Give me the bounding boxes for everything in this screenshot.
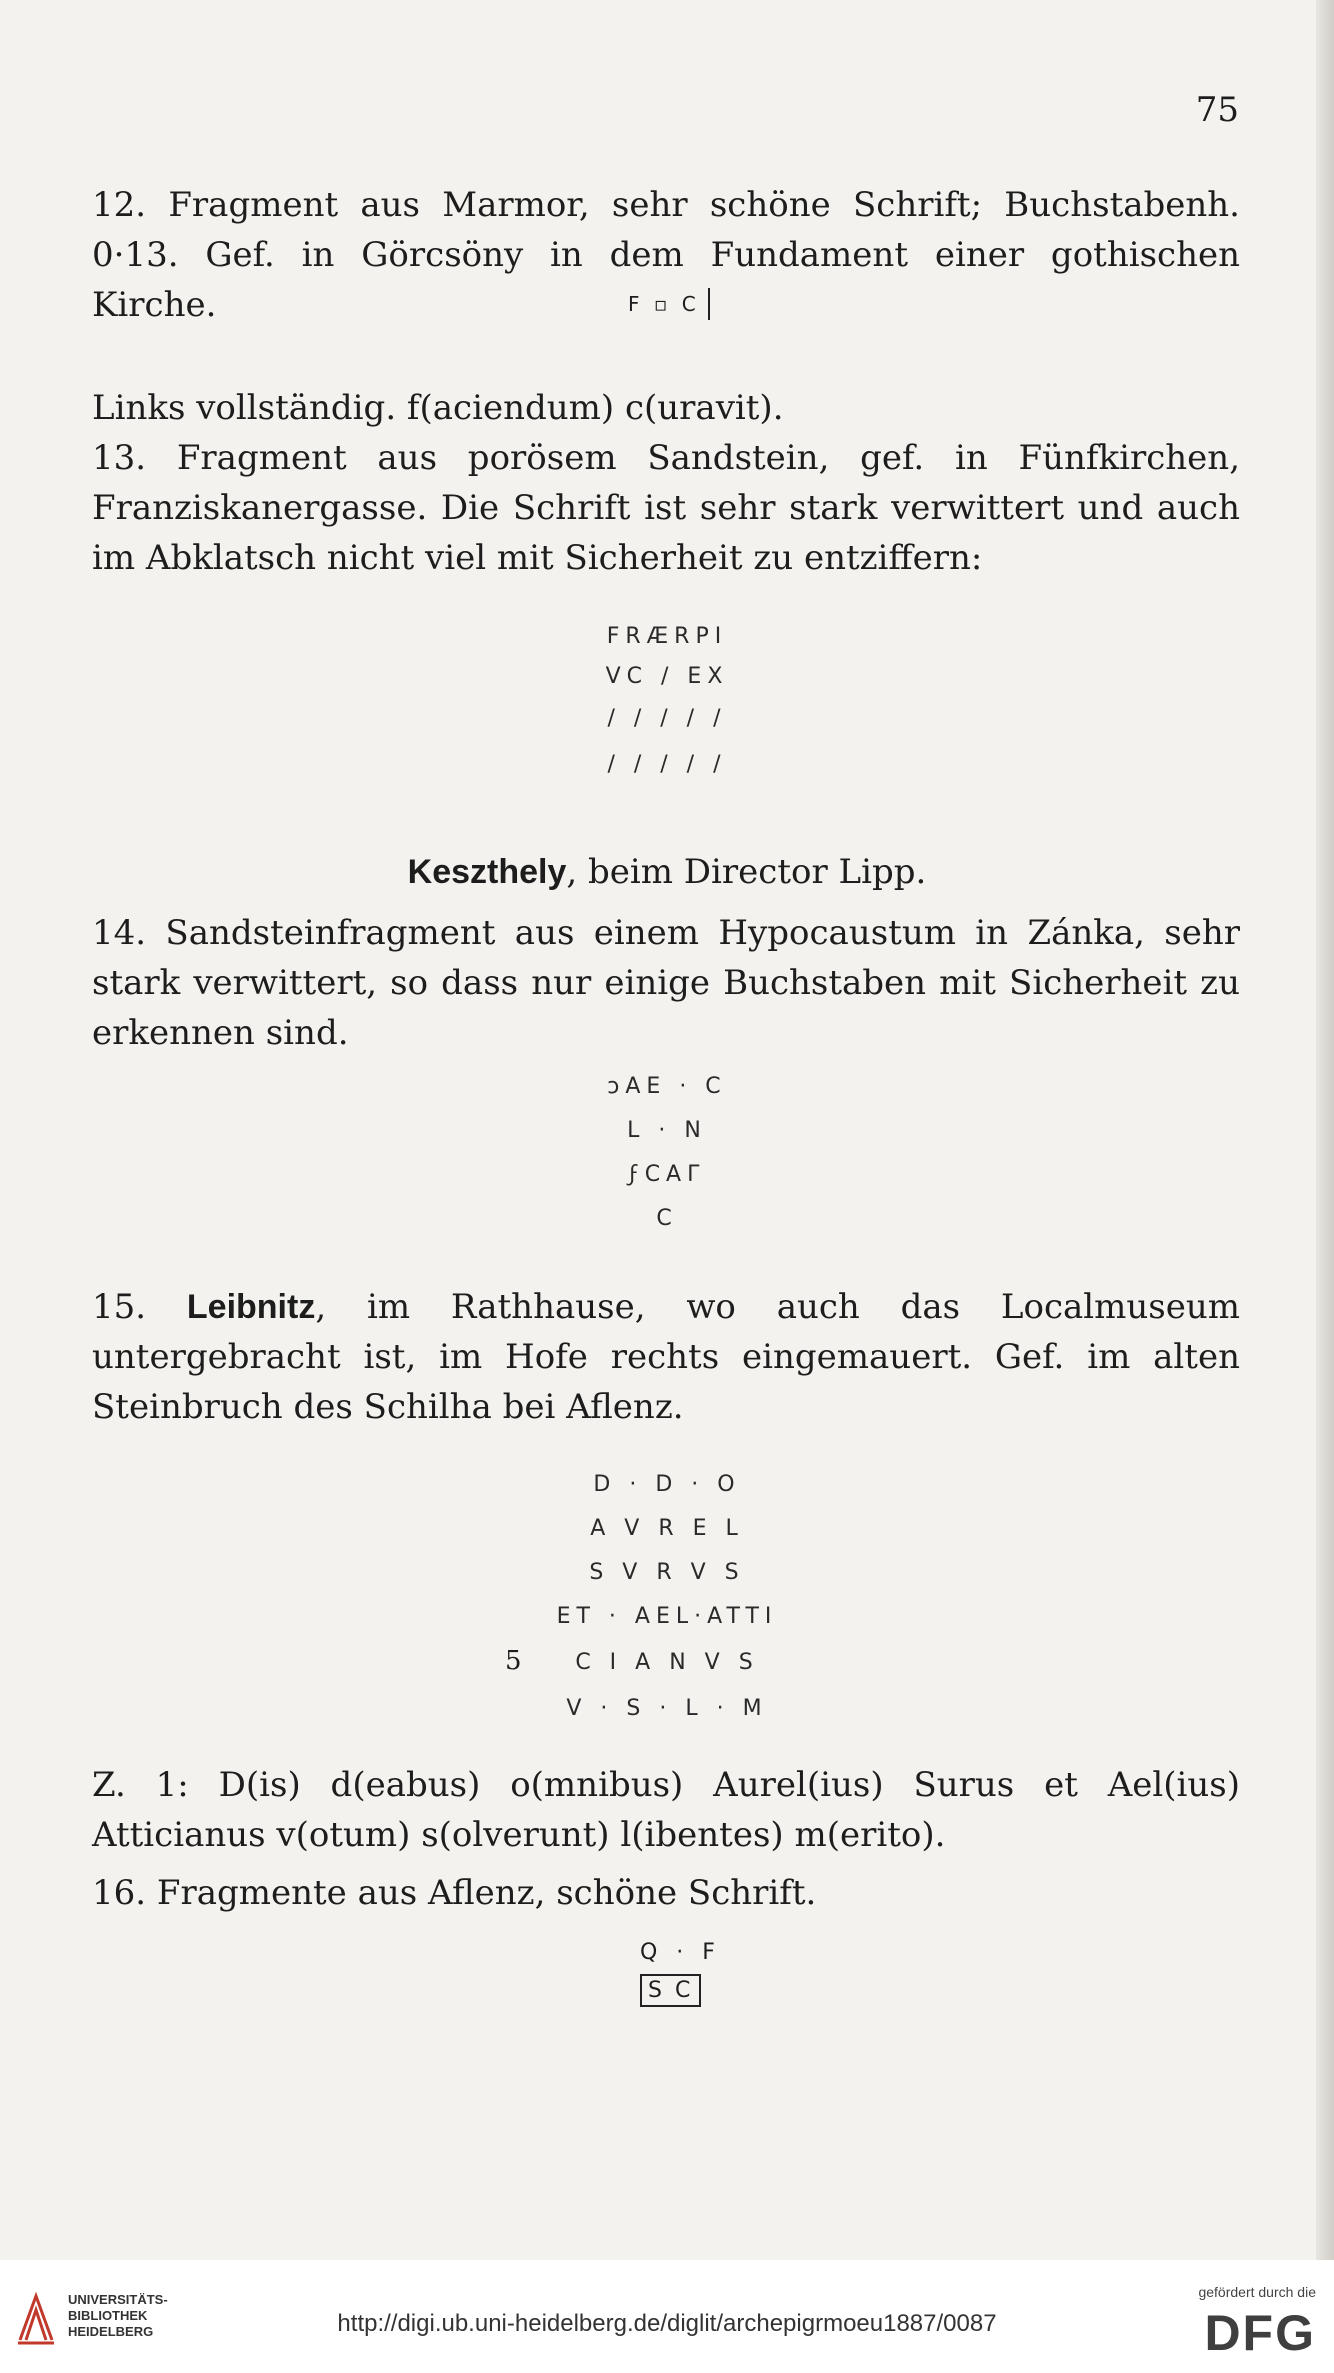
library-logo-text: UNIVERSITÄTS- BIBLIOTHEK HEIDELBERG: [68, 2292, 168, 2339]
paragraph-13: 13. Fragment aus porösem Sandstein, gef. in Fünfkirchen, Franziskanergasse. Die Schrift ist sehr stark verwittert und auch im Abklatsch nicht viel mit Sicherheit zu entziffern:: [92, 438, 1240, 578]
inscription-16-bottom: S C: [640, 1974, 701, 2007]
inscription-15-line-3: S V R V S: [589, 1560, 745, 1585]
inscription-16-top: Q · F: [640, 1940, 721, 1965]
footer-bar: [0, 2260, 1334, 2373]
page-number: 75: [1195, 90, 1239, 130]
paragraph-15: [92, 1282, 1240, 1432]
p15-text: , im Rathhause, wo auch das Localmuseum untergebracht ist, im Hofe rechts eingemauert. Gef. im alten Steinbruch des Schilha bei Aflenz.: [92, 1287, 1240, 1427]
funding-note: gefördert durch die: [1198, 2284, 1316, 2300]
inscription-13-line-1: FRÆRPI: [606, 624, 728, 649]
source-url[interactable]: http://digi.ub.uni-heidelberg.de/diglit/archepigrmoeu1887/0087: [337, 2310, 997, 2337]
dfg-logo: DFG: [1204, 2305, 1316, 2361]
inscription-15-line-4: ET · AEL·ATTI: [556, 1604, 778, 1629]
p15-place: Leibnitz: [186, 1288, 316, 1326]
inscription-15-line-1: D · D · O: [593, 1472, 741, 1497]
paragraph-12-note: Links vollständig. f(aciendum) c(uravit).: [92, 388, 784, 428]
inscription-13-line-3: / / / / /: [607, 706, 727, 731]
inscription-14-line-3: ϝCAΓ: [628, 1162, 706, 1187]
p15-number: 15.: [92, 1287, 147, 1327]
inscription-14-line-4: C: [656, 1206, 678, 1231]
section-heading-keszthely: [0, 852, 1334, 892]
inscription-fc: F ▫ C: [620, 288, 710, 320]
inscription-14-line-2: L · N: [627, 1118, 707, 1143]
heading-rest: , beim Director Lipp.: [566, 852, 927, 892]
inscription-15-line-5: C I A N V S: [575, 1650, 759, 1675]
inscription-13-line-4: / / / / /: [607, 752, 727, 777]
inscription-15-line-6: V · S · L · M: [566, 1696, 768, 1721]
paragraph-14: 14. Sandsteinfragment aus einem Hypocaustum in Zánka, sehr stark verwittert, so dass nur einige Buchstaben mit Sicherheit zu erkennen sind.: [92, 913, 1240, 1053]
inscription-13-line-2: VC / EX: [605, 664, 729, 689]
inscription-14-line-1: ͻAE · C: [607, 1074, 727, 1099]
paragraph-15-commentary: Z. 1: D(is) d(eabus) o(mnibus) Aurel(ius) Surus et Ael(ius) Atticianus v(otum) s(olverunt) l(ibentes) m(erito).: [92, 1765, 1240, 1855]
heading-place: Keszthely: [407, 853, 567, 891]
paragraph-16: 16. Fragmente aus Aflenz, schöne Schrift.: [92, 1873, 817, 1913]
inscription-15-line-number: 5: [505, 1646, 522, 1676]
inscription-15-line-2: A V R E L: [590, 1516, 744, 1541]
paragraph-12: 12. Fragment aus Marmor, sehr schöne Schrift; Buchstabenh. 0·13. Gef. in Görcsöny in dem Fundament einer gothischen Kirche.: [92, 185, 1240, 325]
